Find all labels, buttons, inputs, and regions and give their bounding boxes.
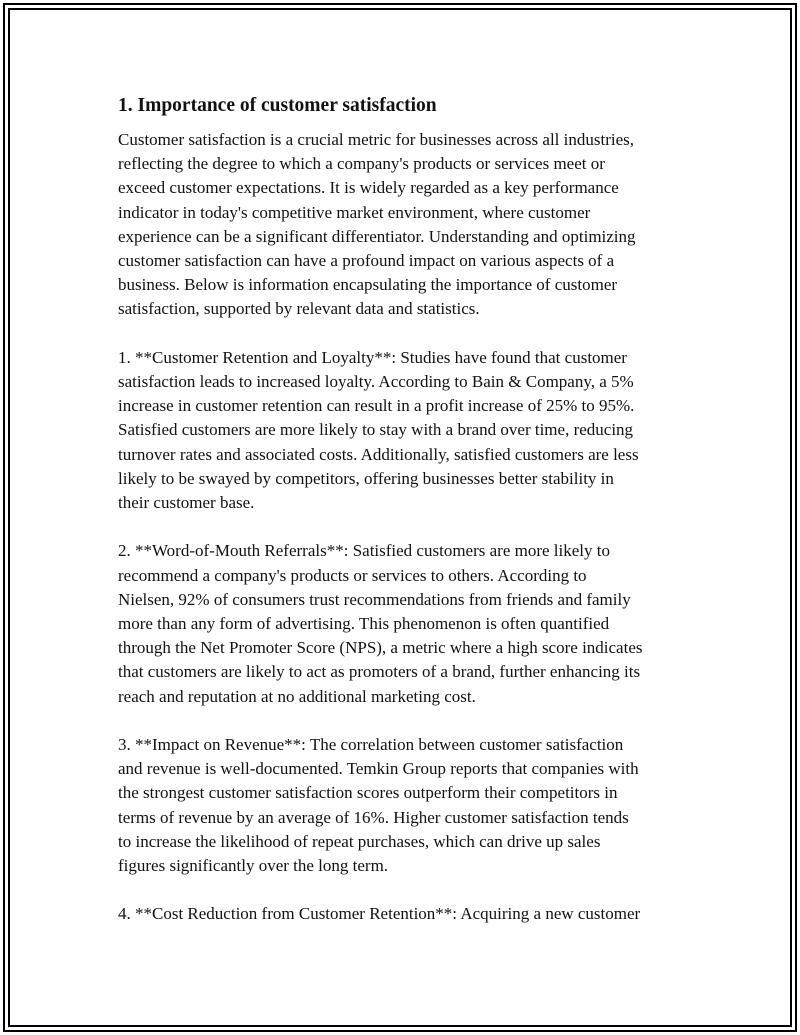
text-line: reflecting the degree to which a company's products or services meet or	[118, 154, 605, 174]
text-line: recommend a company's products or services to others. According to	[118, 565, 587, 585]
text-line: through the Net Promoter Score (NPS), a metric where a high score indicates	[118, 638, 643, 658]
text-line: Satisfied customers are more likely to stay with a brand over time, reducing	[118, 420, 634, 440]
text-line: that customers are likely to act as promoters of a brand, further enhancing its	[118, 662, 641, 682]
referrals-paragraph	[118, 539, 690, 708]
text-line: satisfaction, supported by relevant data and statistics.	[118, 299, 480, 319]
text-line: 4. **Cost Reduction from Customer Retention**: Acquiring a new customer	[118, 904, 641, 924]
text-line: turnover rates and associated costs. Additionally, satisfied customers are less	[118, 444, 639, 464]
text-line: business. Below is information encapsulating the importance of customer	[118, 275, 618, 295]
text-line: 3. **Impact on Revenue**: The correlation between customer satisfaction	[118, 735, 624, 755]
revenue-paragraph	[118, 733, 690, 878]
text-line: 1. **Customer Retention and Loyalty**: Studies have found that customer	[118, 347, 627, 367]
text-line: indicator in today's competitive market environment, where customer	[118, 202, 591, 222]
text-line: customer satisfaction can have a profound impact on various aspects of a	[118, 251, 615, 271]
document-body	[118, 92, 690, 951]
text-line: experience can be a significant differentiator. Understanding and optimizing	[118, 226, 636, 246]
text-line: more than any form of advertising. This phenomenon is often quantified	[118, 614, 610, 634]
text-line: reach and reputation at no additional marketing cost.	[118, 686, 476, 706]
text-line: satisfaction leads to increased loyalty. According to Bain & Company, a 5%	[118, 372, 634, 392]
text-line: and revenue is well-documented. Temkin Group reports that companies with	[118, 759, 639, 779]
intro-paragraph	[118, 128, 690, 322]
text-line: Customer satisfaction is a crucial metric for businesses across all industries,	[118, 130, 635, 149]
text-line: exceed customer expectations. It is widely regarded as a key performance	[118, 178, 619, 198]
text-line: Nielsen, 92% of consumers trust recommendations from friends and family	[118, 589, 631, 609]
text-line: likely to be swayed by competitors, offering businesses better stability in	[118, 468, 614, 488]
text-line: figures significantly over the long term.	[118, 856, 389, 876]
text-line: 2. **Word-of-Mouth Referrals**: Satisfied customers are more likely to	[118, 541, 610, 561]
text-line: their customer base.	[118, 493, 255, 513]
text-line: terms of revenue by an average of 16%. Higher customer satisfaction tends	[118, 807, 629, 827]
text-line: to increase the likelihood of repeat purchases, which can drive up sales	[118, 831, 601, 851]
cost-reduction-paragraph	[118, 902, 690, 926]
text-line: increase in customer retention can result in a profit increase of 25% to 95%.	[118, 396, 635, 416]
section-heading: 1. Importance of customer satisfaction	[118, 95, 437, 116]
text-line: the strongest customer satisfaction scores outperform their competitors in	[118, 783, 618, 803]
retention-paragraph	[118, 346, 690, 515]
